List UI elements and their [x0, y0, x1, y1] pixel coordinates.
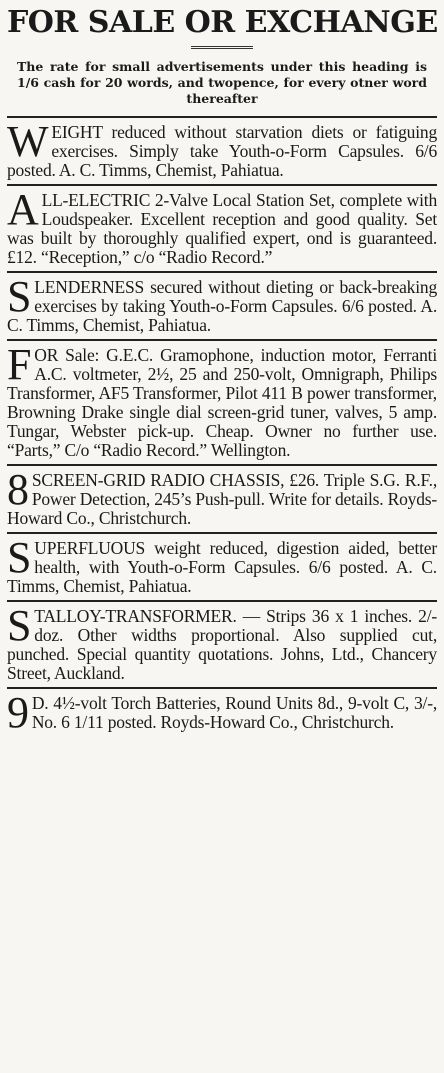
- ad-all-electric-set: [7, 184, 437, 271]
- ad-superfluous-weight: [7, 532, 437, 600]
- ad-text: SCREEN-GRID RADIO CHASSIS, £26. Triple S.G. R.F., Power Detection, 245’s Push-pull. Write for details. Royds-Howard Co., Christchurch.: [7, 470, 437, 528]
- drop-cap: A: [7, 185, 39, 234]
- rate-note: The rate for small advertisements under this heading is 1/6 cash for 20 words, and twopence, for every otner word thereafter: [17, 59, 427, 106]
- ad-text: UPERFLUOUS weight reduced, digestion aided, better health, with Youth-o-Form Capsules. 6/6 posted. A. C. Timms, Chemist, Pahiatua.: [7, 538, 437, 596]
- ad-text: OR Sale: G.E.C. Gramophone, induction motor, Ferranti A.C. voltmeter, 2½, 25 and 250-volt, Omnigraph, Philips Transformer, AF5 Transformer, Pilot 411 B power transformer, Browning Drake single dial screen-grid tuner, valves, 5 amp. Tungar, Webster pick-up. Cheap. Owner no further use. “Parts,” C/o “Radio Record.” Wellington.: [7, 345, 437, 460]
- page-title: FOR SALE OR EXCHANGE: [7, 5, 438, 40]
- ad-screen-grid-chassis: [7, 464, 437, 532]
- ad-stalloy-transformer: [7, 600, 437, 687]
- drop-cap: S: [7, 533, 32, 582]
- drop-cap: W: [7, 117, 49, 166]
- drop-cap: 9: [7, 688, 29, 737]
- ad-text: EIGHT reduced without starvation diets or fatiguing exercises. Simply take Youth-o-Form Capsules. 6/6 posted. A. C. Timms, Chemist, Pahiatua.: [7, 122, 437, 180]
- ad-slenderness: [7, 271, 437, 339]
- drop-cap: S: [7, 601, 32, 650]
- ad-text: D. 4½-volt Torch Batteries, Round Units 8d., 9-volt C, 3/-, No. 6 1/11 posted. Royds-Howard Co., Christchurch.: [31, 693, 437, 732]
- ad-text: LENDERNESS secured without dieting or back-breaking exercises by taking Youth-o-Form Capsules. 6/6 posted. A. C. Timms, Chemist, Pahiatua.: [7, 277, 437, 335]
- ad-text: TALLOY-TRANSFORMER. — Strips 36 x 1 inches. 2/- doz. Other widths proportional. Also supplied cut, punched. Special quantity quotations. Johns, Ltd., Chancery Street, Auckland.: [7, 606, 437, 683]
- drop-cap: 8: [7, 465, 29, 514]
- title-divider: [191, 46, 253, 49]
- ad-weight-reduced: [7, 116, 437, 184]
- ad-text: LL-ELECTRIC 2-Valve Local Station Set, complete with Loudspeaker. Excellent reception and good quality. Set was built by thoroughly qualified expert, ond is guaranteed. £12. “Reception,” c/o “Radio Record.”: [7, 190, 437, 267]
- ad-for-sale-parts: [7, 339, 437, 464]
- ad-torch-batteries: [7, 687, 437, 736]
- drop-cap: F: [7, 340, 32, 389]
- drop-cap: S: [7, 272, 32, 321]
